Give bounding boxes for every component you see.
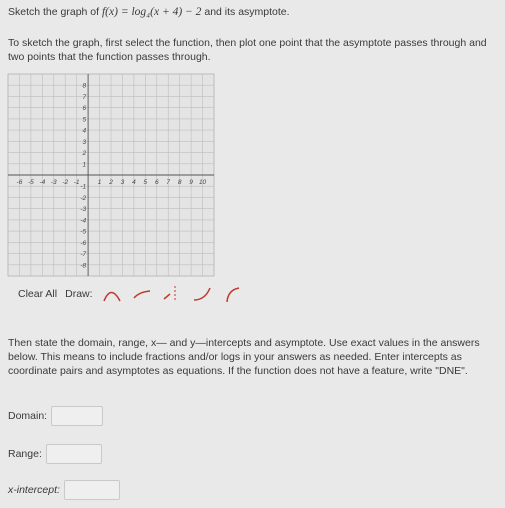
clear-all-button[interactable]: Clear All [18, 288, 58, 300]
y-tick-label: -5 [80, 228, 87, 236]
x-tick-label: -5 [27, 179, 34, 186]
y-tick-label: -4 [80, 217, 87, 225]
graph-toolbar [18, 283, 243, 305]
y-tick-label: -2 [80, 194, 87, 202]
y-tick-label: 5 [82, 116, 87, 124]
log-curve-icon[interactable] [131, 284, 153, 304]
y-tick-label: 8 [82, 82, 87, 90]
sqrt-curve-icon[interactable] [221, 284, 243, 304]
domain-row [8, 406, 103, 426]
y-tick-label: 3 [82, 138, 87, 146]
y-tick-label: 1 [82, 161, 87, 169]
x-tick-label: 1 [97, 179, 102, 186]
range-label: Range: [8, 448, 42, 460]
x-tick-label: 10 [198, 179, 207, 186]
question-line1 [8, 5, 498, 19]
domain-input[interactable] [51, 406, 103, 426]
y-tick-label: -8 [80, 262, 87, 270]
y-tick-label: -3 [80, 206, 87, 214]
y-tick-label: -6 [80, 239, 87, 247]
log-up-icon[interactable] [101, 284, 123, 304]
exp-curve-icon[interactable] [191, 284, 213, 304]
x-intercept-label: x-intercept: [8, 484, 60, 496]
y-tick-label: 2 [82, 150, 87, 158]
x-tick-label: -6 [16, 179, 23, 186]
question-suffix: and its asymptote. [201, 6, 290, 18]
x-tick-label: -2 [62, 179, 69, 186]
graph-canvas[interactable] [0, 70, 222, 280]
x-tick-label: 9 [189, 179, 193, 186]
y-tick-label: 7 [82, 93, 87, 101]
x-tick-label: 5 [143, 179, 148, 186]
x-intercept-row [8, 480, 120, 500]
asymptote-point-icon[interactable] [161, 284, 183, 304]
instructions-graph: To sketch the graph, first select the function, then plot one point that the asymptote passes through and two points that the function passes through. [8, 37, 487, 63]
x-tick-label: 4 [132, 179, 136, 186]
y-tick-label: 4 [82, 127, 87, 135]
range-input[interactable] [46, 444, 102, 464]
draw-label: Draw: [65, 288, 93, 300]
range-row [8, 444, 102, 464]
x-tick-label: 8 [177, 179, 182, 186]
x-tick-label: 6 [154, 179, 159, 186]
question-prefix: Sketch the graph of [8, 6, 102, 18]
y-tick-label: 6 [82, 105, 87, 113]
x-tick-label: -4 [39, 179, 46, 186]
x-tick-label: 7 [166, 179, 171, 186]
x-tick-label: 3 [120, 179, 125, 186]
instructions-answers: Then state the domain, range, x— and y—intercepts and asymptote. Use exact values in the answers below. This means to include fractions and/or logs in your answers as needed. Enter intercepts as coordinate pairs and asymptotes as equations. If the function does not have a feature, write "DNE". [8, 337, 480, 377]
domain-label: Domain: [8, 410, 48, 422]
function-expression: f(x) = log₄(x + 4) − 2 [101, 6, 202, 18]
y-tick-label: -7 [80, 251, 87, 259]
x-tick-label: -1 [73, 179, 80, 186]
y-tick-label: -1 [80, 183, 87, 191]
x-tick-label: -3 [50, 179, 57, 186]
x-intercept-input[interactable] [64, 480, 120, 500]
x-tick-label: 2 [109, 179, 113, 186]
